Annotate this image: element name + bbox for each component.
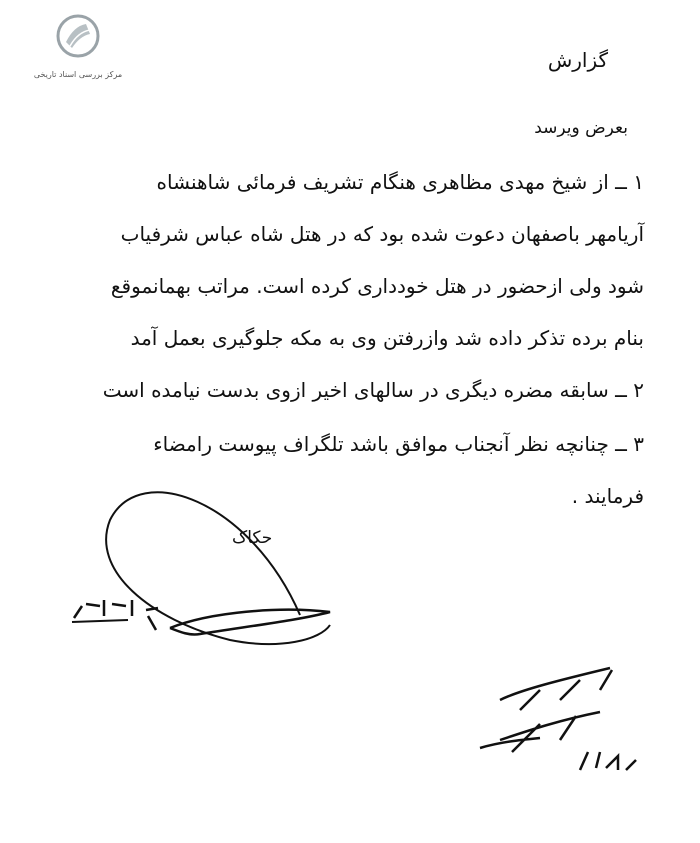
logo-caption: مرکز بررسی اسناد تاریخی xyxy=(33,70,123,79)
body-line-4: بنام برده تذکر داده شد وازرفتن وی به مکه جلوگیری بعمل آمد xyxy=(130,326,644,350)
body-line-6: ۳ ــ چنانچه نظر آنجناب موافق باشد تلگراف پیوست رامضاء xyxy=(153,432,644,456)
body-line-7: فرمایند . xyxy=(571,484,644,508)
signature-name: حکاک xyxy=(232,528,273,548)
salutation: بعرض ویرسد xyxy=(534,118,628,138)
body-line-1: ۱ ــ از شیخ مهدی مظاهری هنگام تشریف فرمائی شاهنشاه xyxy=(156,170,644,194)
document-title: گزارش xyxy=(547,48,608,72)
body-line-3: شود ولی ازحضور در هتل خودداری کرده است. مراتب بهمانموقع xyxy=(110,274,644,298)
body-line-5: ۲ ــ سابقه مضره دیگری در سالهای اخیر ازوی بدست نیامده است xyxy=(102,378,644,402)
body-line-2: آریامهر باصفهان دعوت شده بود که در هتل شاه عباس شرفیاب xyxy=(120,222,644,246)
